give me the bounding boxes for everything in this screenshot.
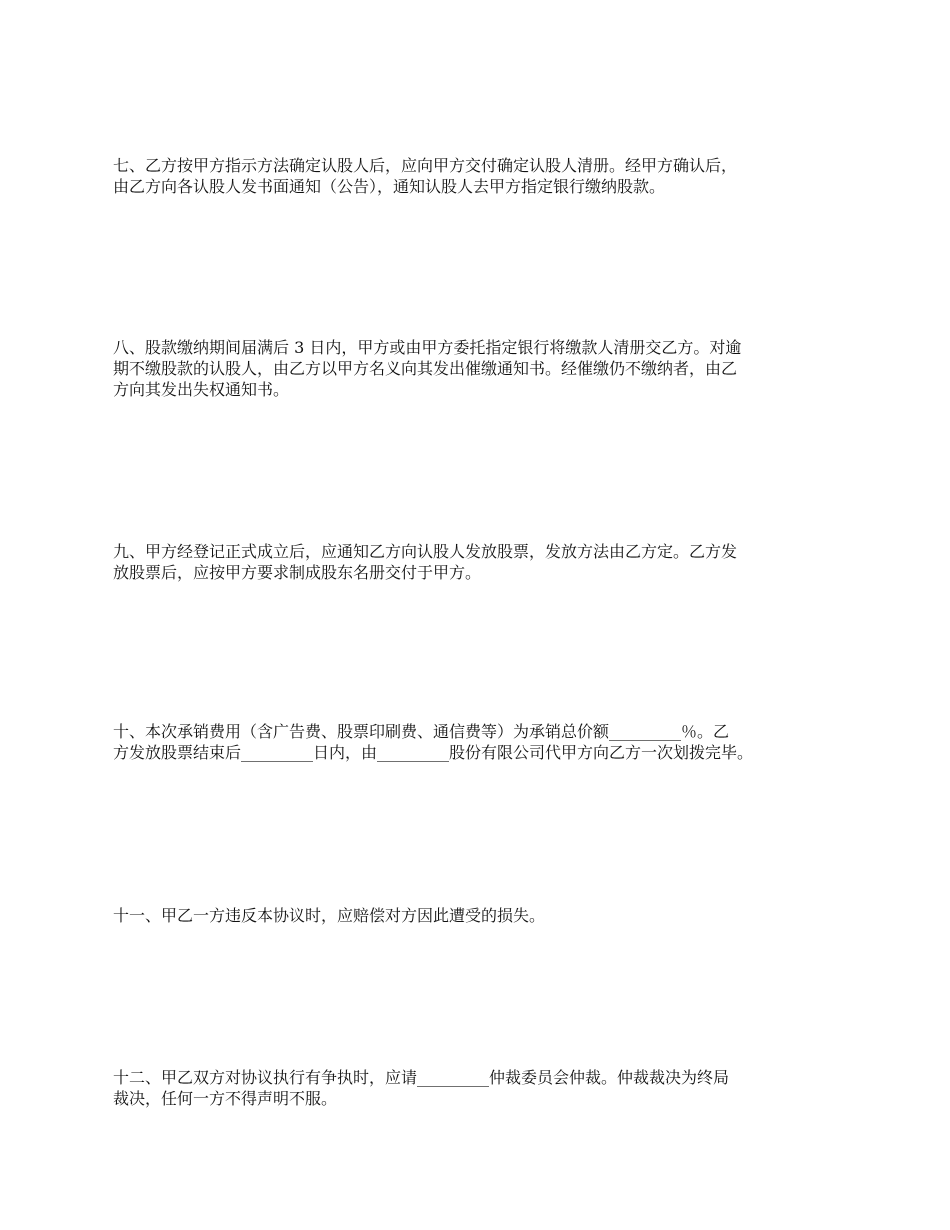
clause-7-line-1: 七、乙方按甲方指示方法确定认股人后，应向甲方交付确定认股人清册。经甲方确认后， (113, 156, 738, 175)
clause-8-line-3: 方向其发出失权通知书。 (113, 380, 290, 399)
clause-7-line-2: 由乙方向各认股人发书面通知（公告），通知认股人去甲方指定银行缴纳股款。 (113, 177, 666, 196)
clause-11 (113, 905, 853, 926)
clause-8 (113, 337, 853, 400)
clause-9 (113, 541, 853, 583)
clause-8-line-2: 期不缴股款的认股人，由乙方以甲方名义向其发出催缴通知书。经催缴仍不缴纳者，由乙 (113, 359, 738, 378)
clause-12-line-2: 裁决，任何一方不得声明不服。 (113, 1089, 338, 1108)
clause-12 (113, 1067, 853, 1109)
clause-10-line-2: 方发放股票结束后_________日内，由_________股份有限公司代甲方向乙方一次划拨完毕。 (113, 743, 754, 762)
clause-10-line-1: 十、本次承销费用（含广告费、股票印刷费、通信费等）为承销总价额_________％。乙 (113, 722, 730, 741)
clause-11-line-1: 十一、甲乙一方违反本协议时，应赔偿对方因此遭受的损失。 (113, 906, 546, 925)
clause-12-line-1: 十二、甲乙双方对协议执行有争执时，应请_________仲裁委员会仲裁。仲裁裁决为终局 (113, 1068, 730, 1087)
clause-7 (113, 155, 853, 197)
clause-9-line-1: 九、甲方经登记正式成立后，应通知乙方向认股人发放股票，发放方法由乙方定。乙方发 (113, 542, 738, 561)
clause-8-line-1: 八、股款缴纳期间届满后 3 日内，甲方或由甲方委托指定银行将缴款人清册交乙方。对逾 (113, 338, 742, 357)
clause-9-line-2: 放股票后，应按甲方要求制成股东名册交付于甲方。 (113, 563, 482, 582)
clause-10 (113, 721, 853, 763)
